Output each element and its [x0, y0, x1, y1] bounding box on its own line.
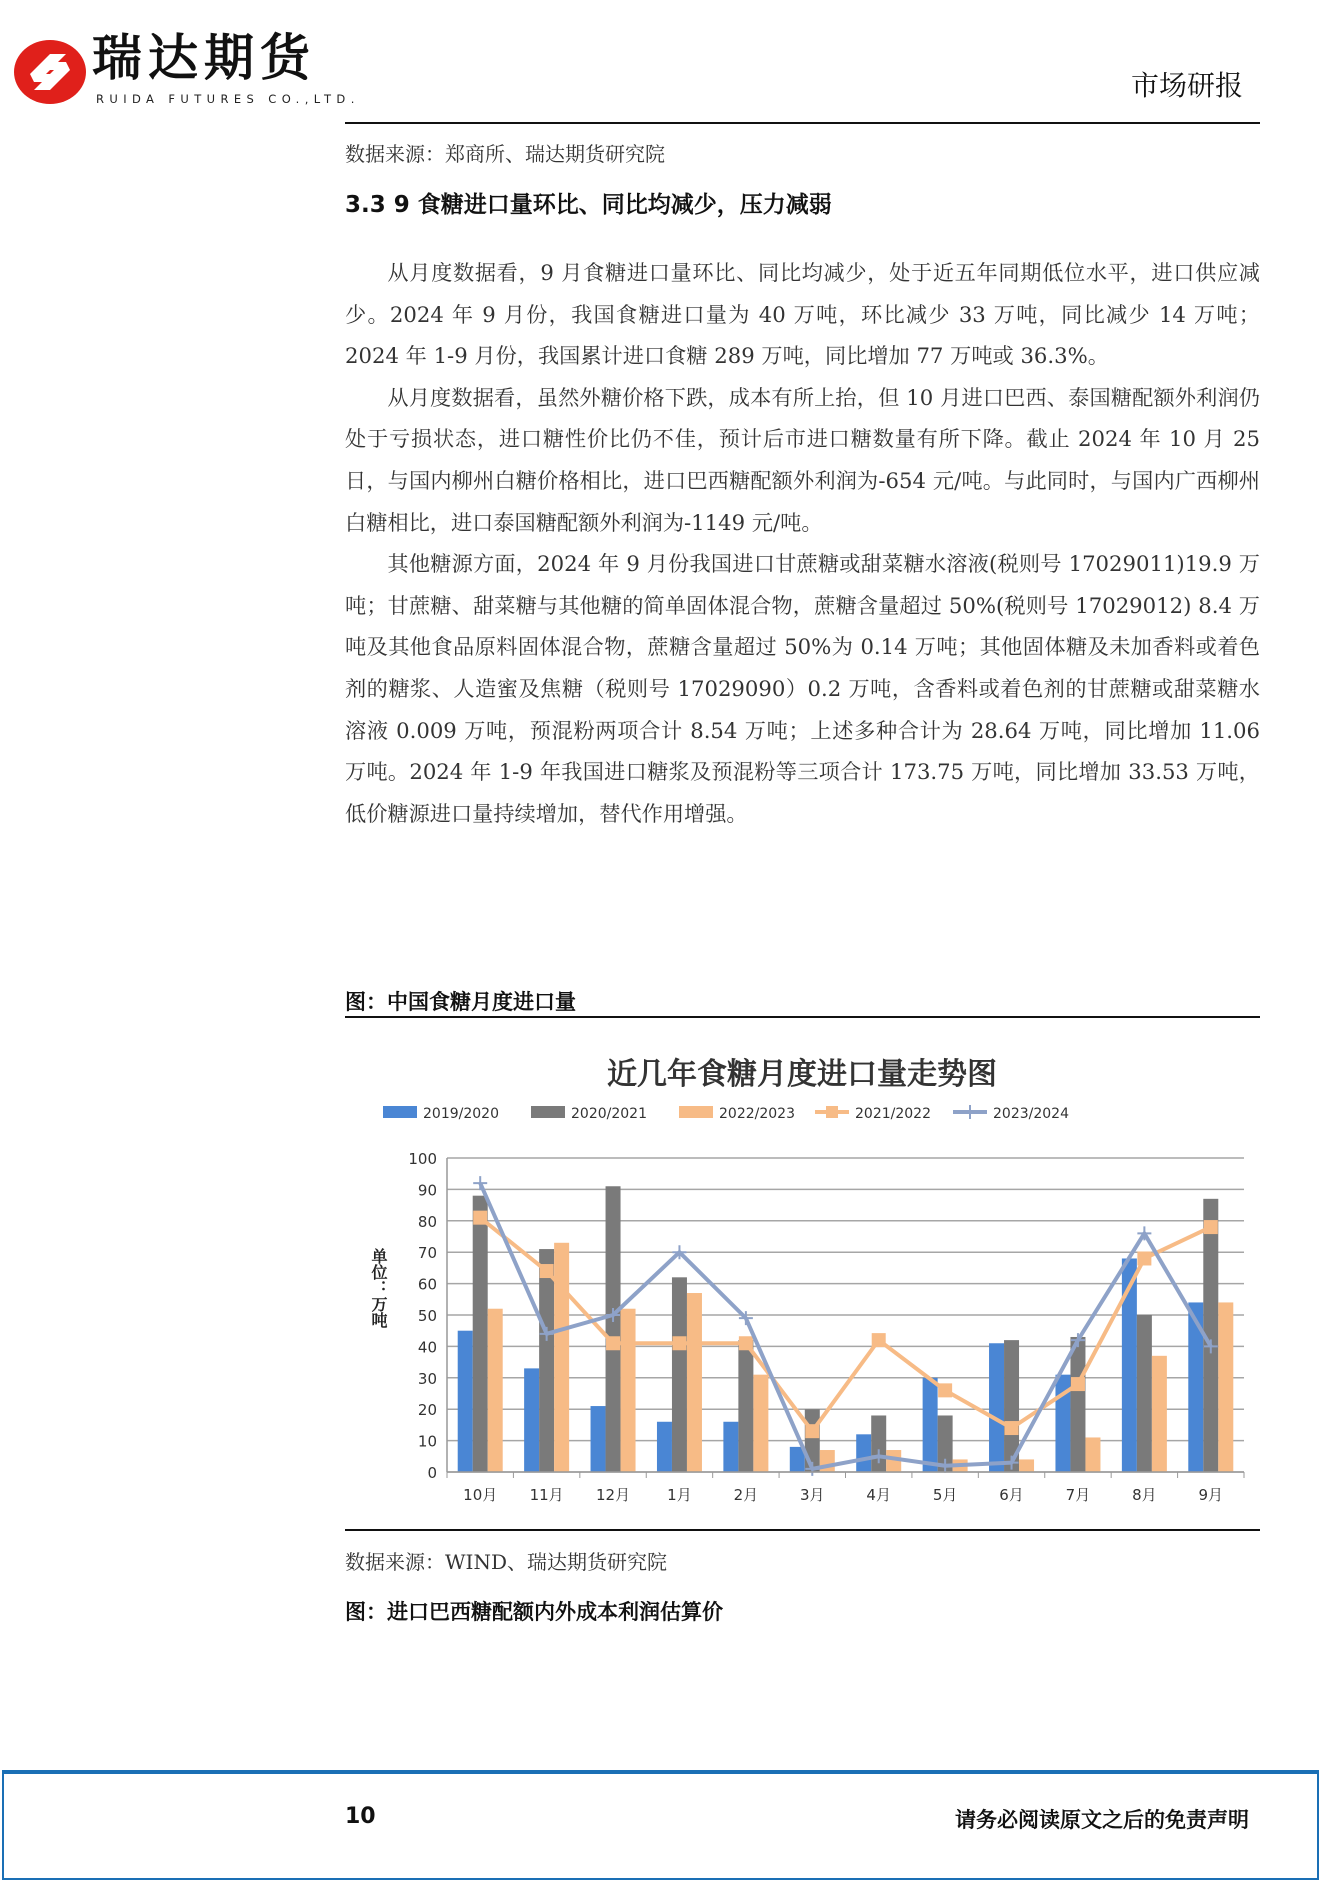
logo-text-en: RUIDA FUTURES CO.,LTD.	[96, 92, 360, 106]
point-marker	[672, 1336, 686, 1350]
y-tick-label: 40	[417, 1338, 437, 1357]
line-2023-2024	[480, 1183, 1211, 1469]
figure-bottom-divider	[345, 1529, 1260, 1531]
legend-label: 2020/2021	[571, 1106, 647, 1122]
bar-2022-2023	[1152, 1356, 1167, 1472]
disclaimer-link[interactable]: 请务必阅读原文之后的免责声明	[955, 1808, 1249, 1832]
legend-label: 2021/2022	[855, 1106, 931, 1122]
bar-2019-2020	[856, 1434, 871, 1472]
x-tick-label: 9月	[1198, 1486, 1224, 1504]
legend-swatch	[383, 1106, 417, 1118]
legend-marker	[826, 1106, 838, 1118]
x-tick-label: 6月	[999, 1486, 1024, 1504]
y-tick-label: 0	[427, 1464, 437, 1482]
x-tick-label: 2月	[733, 1486, 759, 1504]
header-divider	[345, 122, 1260, 124]
point-marker	[473, 1211, 487, 1225]
chart-bars	[458, 1186, 1234, 1472]
report-type: 市场研报	[1130, 69, 1243, 102]
chart-legend	[383, 1105, 1069, 1122]
bar-2022-2023	[1019, 1459, 1034, 1472]
bar-2022-2023	[1218, 1302, 1233, 1472]
bar-2020-2021	[1137, 1315, 1152, 1472]
y-tick-label: 30	[417, 1369, 437, 1388]
company-logo	[10, 36, 90, 106]
x-tick-label: 1月	[667, 1486, 692, 1504]
paragraph: 其他糖源方面，2024 年 9 月份我国进口甘蔗糖或甜菜糖水溶液(税则号 17029011)19.9 万吨；甘蔗糖、甜菜糖与其他糖的简单固体混合物，蔗糖含量超过 50%(税则号 17029012) 8.4 万吨及其他食品原料固体混合物，蔗糖含量超过 50%为 0.14 万吨；其他固体糖及未加香料或着色剂的糖浆、人造蜜及焦糖（税则号 17029090）0.2 万吨，含香料或着色剂的甘蔗糖或甜菜糖水溶液 0.009 万吨，预混粉两项合计 8.54 万吨；上述多种合计为 28.64 万吨，同比增加 11.06 万吨。2024 年 1-9 年我国进口糖浆及预混粉等三项合计 173.75 万吨，同比增加 33.53 万吨，低价糖源进口量持续增加，替代作用增强。	[345, 551, 1260, 826]
data-source: 数据来源：郑商所、瑞达期货研究院	[345, 142, 665, 166]
x-tick-label: 10月	[463, 1486, 498, 1504]
y-tick-label: 90	[417, 1181, 437, 1200]
chart-title: 近几年食糖月度进口量走势图	[607, 1057, 997, 1092]
point-marker	[1071, 1377, 1085, 1391]
page-number: 10	[345, 1804, 376, 1829]
point-marker	[473, 1176, 487, 1190]
bar-2019-2020	[723, 1422, 738, 1472]
point-marker	[606, 1336, 620, 1350]
point-marker	[540, 1264, 554, 1278]
bar-2022-2023	[1085, 1437, 1100, 1472]
x-tick-label: 7月	[1065, 1486, 1091, 1504]
section-title: 3.3 9 食糖进口量环比、同比均减少，压力减弱	[345, 192, 832, 218]
y-tick-label: 50	[417, 1307, 437, 1325]
point-marker	[1204, 1220, 1218, 1234]
x-tick-label: 5月	[932, 1486, 958, 1504]
bar-2019-2020	[923, 1378, 938, 1472]
point-marker	[1137, 1251, 1151, 1265]
bar-2022-2023	[621, 1309, 636, 1472]
logo-mark-icon	[10, 36, 90, 106]
x-tick-label: 11月	[529, 1486, 564, 1504]
point-marker	[872, 1333, 886, 1347]
figure-title: 图：进口巴西糖配额内外成本利润估算价	[345, 1600, 723, 1624]
bar-2020-2021	[1070, 1337, 1085, 1472]
data-source: 数据来源：WIND、瑞达期货研究院	[345, 1550, 667, 1574]
bar-2019-2020	[989, 1343, 1004, 1472]
bar-2019-2020	[524, 1368, 539, 1472]
y-tick-label: 70	[417, 1244, 437, 1263]
figure-title: 图：中国食糖月度进口量	[345, 990, 576, 1014]
y-axis-label: 单位：万吨	[369, 1248, 388, 1328]
paragraph: 从月度数据看，9 月食糖进口量环比、同比均减少，处于近五年同期低位水平，进口供应减少。2024 年 9 月份，我国食糖进口量为 40 万吨，环比减少 33 万吨，同比减少 14 万吨；2024 年 1-9 月份，我国累计进口食糖 289 万吨，同比增加 77 万吨或 36.3%。	[345, 260, 1260, 369]
x-tick-label: 12月	[595, 1486, 631, 1504]
figure-top-divider	[345, 1016, 1260, 1018]
y-tick-label: 80	[417, 1212, 437, 1231]
point-marker	[1005, 1421, 1019, 1435]
bar-2020-2021	[672, 1277, 687, 1472]
bar-2020-2021	[473, 1196, 488, 1472]
bar-2022-2023	[687, 1293, 702, 1472]
x-tick-label: 4月	[866, 1486, 891, 1504]
bar-2019-2020	[657, 1422, 672, 1472]
bar-2019-2020	[458, 1331, 473, 1472]
bar-2020-2021	[606, 1186, 621, 1472]
bar-2022-2023	[753, 1375, 768, 1472]
bar-2022-2023	[554, 1243, 569, 1472]
y-tick-label: 20	[417, 1401, 437, 1420]
body-text	[345, 252, 1260, 834]
import-chart	[345, 1030, 1260, 1530]
y-tick-label: 10	[417, 1432, 437, 1451]
y-tick-label: 60	[417, 1275, 437, 1294]
point-marker	[938, 1383, 952, 1397]
bar-2019-2020	[591, 1406, 606, 1472]
legend-swatch	[679, 1106, 713, 1118]
legend-label: 2019/2020	[423, 1106, 499, 1122]
legend-label: 2023/2024	[993, 1106, 1069, 1122]
bar-2020-2021	[871, 1415, 886, 1472]
point-marker	[739, 1336, 753, 1350]
line-2021-2022	[480, 1218, 1211, 1432]
y-tick-label: 100	[408, 1150, 437, 1168]
paragraph: 从月度数据看，虽然外糖价格下跌，成本有所上抬，但 10 月进口巴西、泰国糖配额外利润仍处于亏损状态，进口糖性价比仍不佳，预计后市进口糖数量有所下降。截止 2024 年 10 月 25 日，与国内柳州白糖价格相比，进口巴西糖配额外利润为-654 元/吨。与此同时，与国内广西柳州白糖相比，进口泰国糖配额外利润为-1149 元/吨。	[345, 384, 1260, 535]
bar-2020-2021	[539, 1249, 554, 1472]
bar-2022-2023	[488, 1309, 503, 1472]
legend-swatch	[531, 1106, 565, 1118]
logo-text-cn: 瑞达期货	[92, 29, 316, 87]
x-tick-label: 8月	[1132, 1486, 1157, 1504]
legend-label: 2022/2023	[719, 1106, 795, 1122]
point-marker	[805, 1424, 819, 1438]
bar-2020-2021	[738, 1340, 753, 1472]
x-tick-label: 3月	[800, 1486, 825, 1504]
